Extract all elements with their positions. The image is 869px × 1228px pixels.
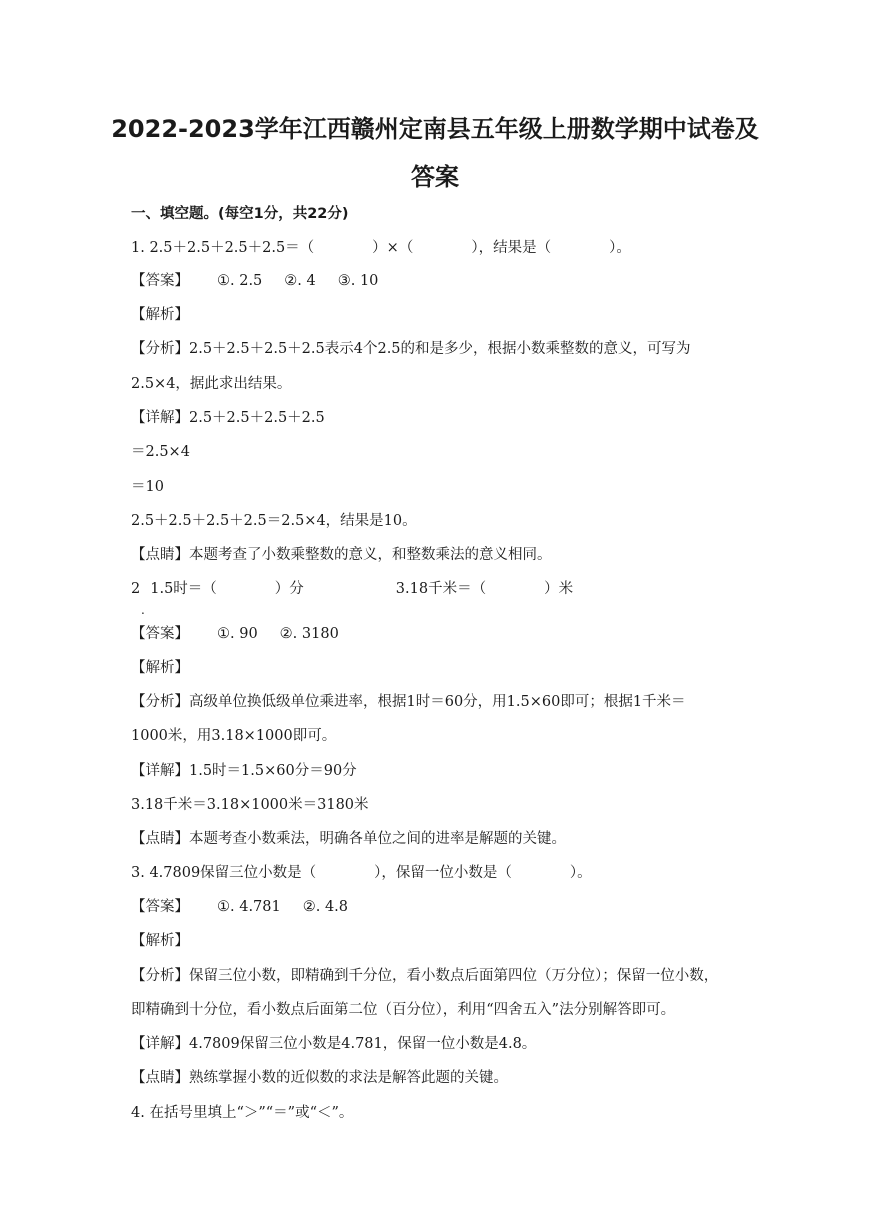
q2-jiexi: 【解析】 xyxy=(131,660,189,676)
document-title-line2: 答案 xyxy=(411,163,459,191)
q2-xiangjie-2: 3.18千米＝3.18×1000米＝3180米 xyxy=(131,797,369,813)
q2-part-b: 3.18千米＝（ ）米 xyxy=(395,581,574,597)
q3-xiangjie-1: 【详解】4.7809保留三位小数是4.781，保留一位小数是4.8。 xyxy=(131,1036,537,1052)
q2-answer-1: ①. 90 xyxy=(217,626,258,642)
q3-answer-1: ①. 4.781 xyxy=(217,899,281,915)
q3-answer-row xyxy=(131,897,348,917)
q1-fenxi-1: 【分析】2.5＋2.5＋2.5＋2.5表示4个2.5的和是多少，根据小数乘整数的意义，可写为 xyxy=(131,341,691,357)
q2-number: 2 xyxy=(131,581,141,597)
q3-fenxi-2: 即精确到十分位，看小数点后面第二位（百分位），利用“四舍五入”法分别解答即可。 xyxy=(131,1002,676,1018)
question-2 xyxy=(131,579,573,599)
q2-number-dot: . xyxy=(141,603,145,617)
question-1: 1. 2.5＋2.5＋2.5＋2.5＝（ ）×（ ），结果是（ ）。 xyxy=(131,240,631,256)
q1-answer-row xyxy=(131,271,378,291)
q3-jiexi: 【解析】 xyxy=(131,933,189,949)
q2-answer-2: ②. 3180 xyxy=(279,626,339,642)
q2-part-a: 1.5时＝（ ）分 xyxy=(150,581,304,597)
q2-dianjing: 【点睛】本题考查小数乘法，明确各单位之间的进率是解题的关键。 xyxy=(131,831,566,847)
q3-fenxi-1: 【分析】保留三位小数，即精确到千分位，看小数点后面第四位（万分位）；保留一位小数， xyxy=(131,968,719,984)
question-4: 4. 在括号里填上“＞”“＝”或“＜”。 xyxy=(131,1105,354,1121)
q1-xiangjie-4: 2.5＋2.5＋2.5＋2.5＝2.5×4，结果是10。 xyxy=(131,513,417,529)
answer-label: 【答案】 xyxy=(131,626,189,642)
q1-xiangjie-3: ＝10 xyxy=(131,479,164,495)
q2-fenxi-2: 1000米，用3.18×1000即可。 xyxy=(131,728,337,744)
q2-fenxi-1: 【分析】高级单位换低级单位乘进率，根据1时＝60分，用1.5×60即可；根据1千米＝ xyxy=(131,694,686,710)
q1-answer-1: ①. 2.5 xyxy=(217,273,263,289)
q3-dianjing: 【点睛】熟练掌握小数的近似数的求法是解答此题的关键。 xyxy=(131,1070,508,1086)
q1-fenxi-2: 2.5×4，据此求出结果。 xyxy=(131,376,292,392)
q2-answer-row xyxy=(131,624,339,644)
answer-label: 【答案】 xyxy=(131,273,189,289)
q3-answer-2: ②. 4.8 xyxy=(302,899,349,915)
q1-dianjing: 【点睛】本题考查了小数乘整数的意义，和整数乘法的意义相同。 xyxy=(131,547,552,563)
answer-label: 【答案】 xyxy=(131,899,189,915)
question-3: 3. 4.7809保留三位小数是（ ），保留一位小数是（ ）。 xyxy=(131,865,592,881)
document-title-line1: 2022-2023学年江西赣州定南县五年级上册数学期中试卷及 xyxy=(111,115,759,143)
q1-jiexi: 【解析】 xyxy=(131,307,189,323)
section-heading: 一、填空题。(每空1分，共22分) xyxy=(131,206,349,222)
q2-xiangjie-1: 【详解】1.5时＝1.5×60分＝90分 xyxy=(131,763,357,779)
q1-answer-3: ③. 10 xyxy=(337,273,379,289)
q1-xiangjie-1: 【详解】2.5＋2.5＋2.5＋2.5 xyxy=(131,410,325,426)
q1-xiangjie-2: ＝2.5×4 xyxy=(131,444,190,460)
q1-answer-2: ②. 4 xyxy=(284,273,316,289)
